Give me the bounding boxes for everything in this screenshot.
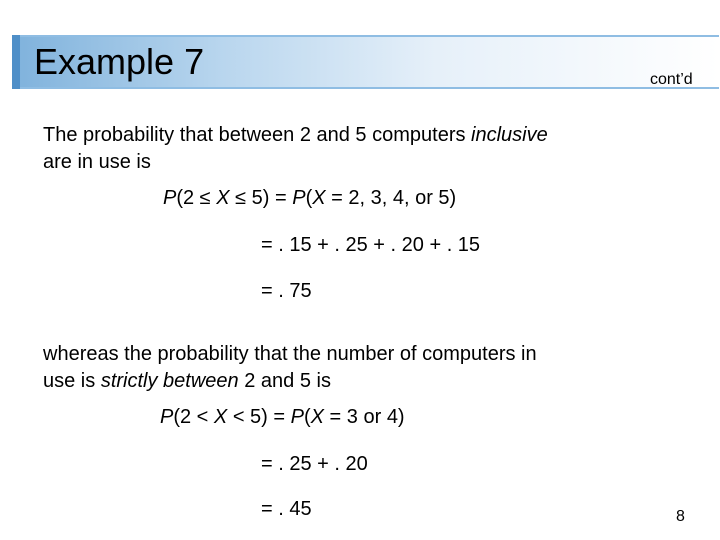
- block1-line1-emphasis: inclusive: [471, 124, 548, 146]
- eq-text: (: [305, 187, 313, 209]
- eq-x: X: [213, 406, 228, 428]
- block1-line2: are in use is: [43, 151, 151, 173]
- block2-equation-1: [160, 404, 405, 430]
- eq-p: P: [290, 406, 304, 428]
- block2-line2-text: 2 and 5 is: [238, 370, 331, 392]
- eq-x: X: [312, 187, 326, 209]
- eq-x: X: [310, 406, 324, 428]
- block2-line2-text: use is: [43, 370, 101, 392]
- eq-text: < 5) =: [227, 406, 291, 428]
- eq-text: (2 ≤: [176, 187, 217, 209]
- title-accent-bar: [12, 35, 20, 89]
- block1-equation-1: [163, 185, 456, 211]
- eq-text: (2 <: [173, 406, 214, 428]
- eq-p: P: [292, 187, 306, 209]
- page-number: 8: [676, 508, 685, 525]
- eq-text: (: [303, 406, 311, 428]
- slide-title: Example 7: [34, 41, 205, 82]
- eq-text: ≤ 5) =: [229, 187, 293, 209]
- block1-equation-3: = . 75: [261, 280, 312, 302]
- block2-line1: whereas the probability that the number of computers in: [43, 343, 537, 365]
- eq-p: P: [160, 406, 174, 428]
- eq-text: = 3 or 4): [324, 406, 405, 428]
- block2-equation-2: = . 25 + . 20: [261, 453, 368, 475]
- continued-label: cont’d: [650, 71, 693, 88]
- eq-x: X: [216, 187, 230, 209]
- block2-equation-3: = . 45: [261, 498, 312, 520]
- block2-line2-emphasis: strictly between: [100, 370, 239, 392]
- eq-p: P: [163, 187, 177, 209]
- eq-text: = 2, 3, 4, or 5): [325, 187, 457, 209]
- block1-line1-text: The probability that between 2 and 5 computers: [43, 124, 472, 146]
- block1-equation-2: = . 15 + . 25 + . 20 + . 15: [261, 234, 481, 256]
- block1-line1: [43, 122, 548, 148]
- block2-line2: [43, 368, 331, 394]
